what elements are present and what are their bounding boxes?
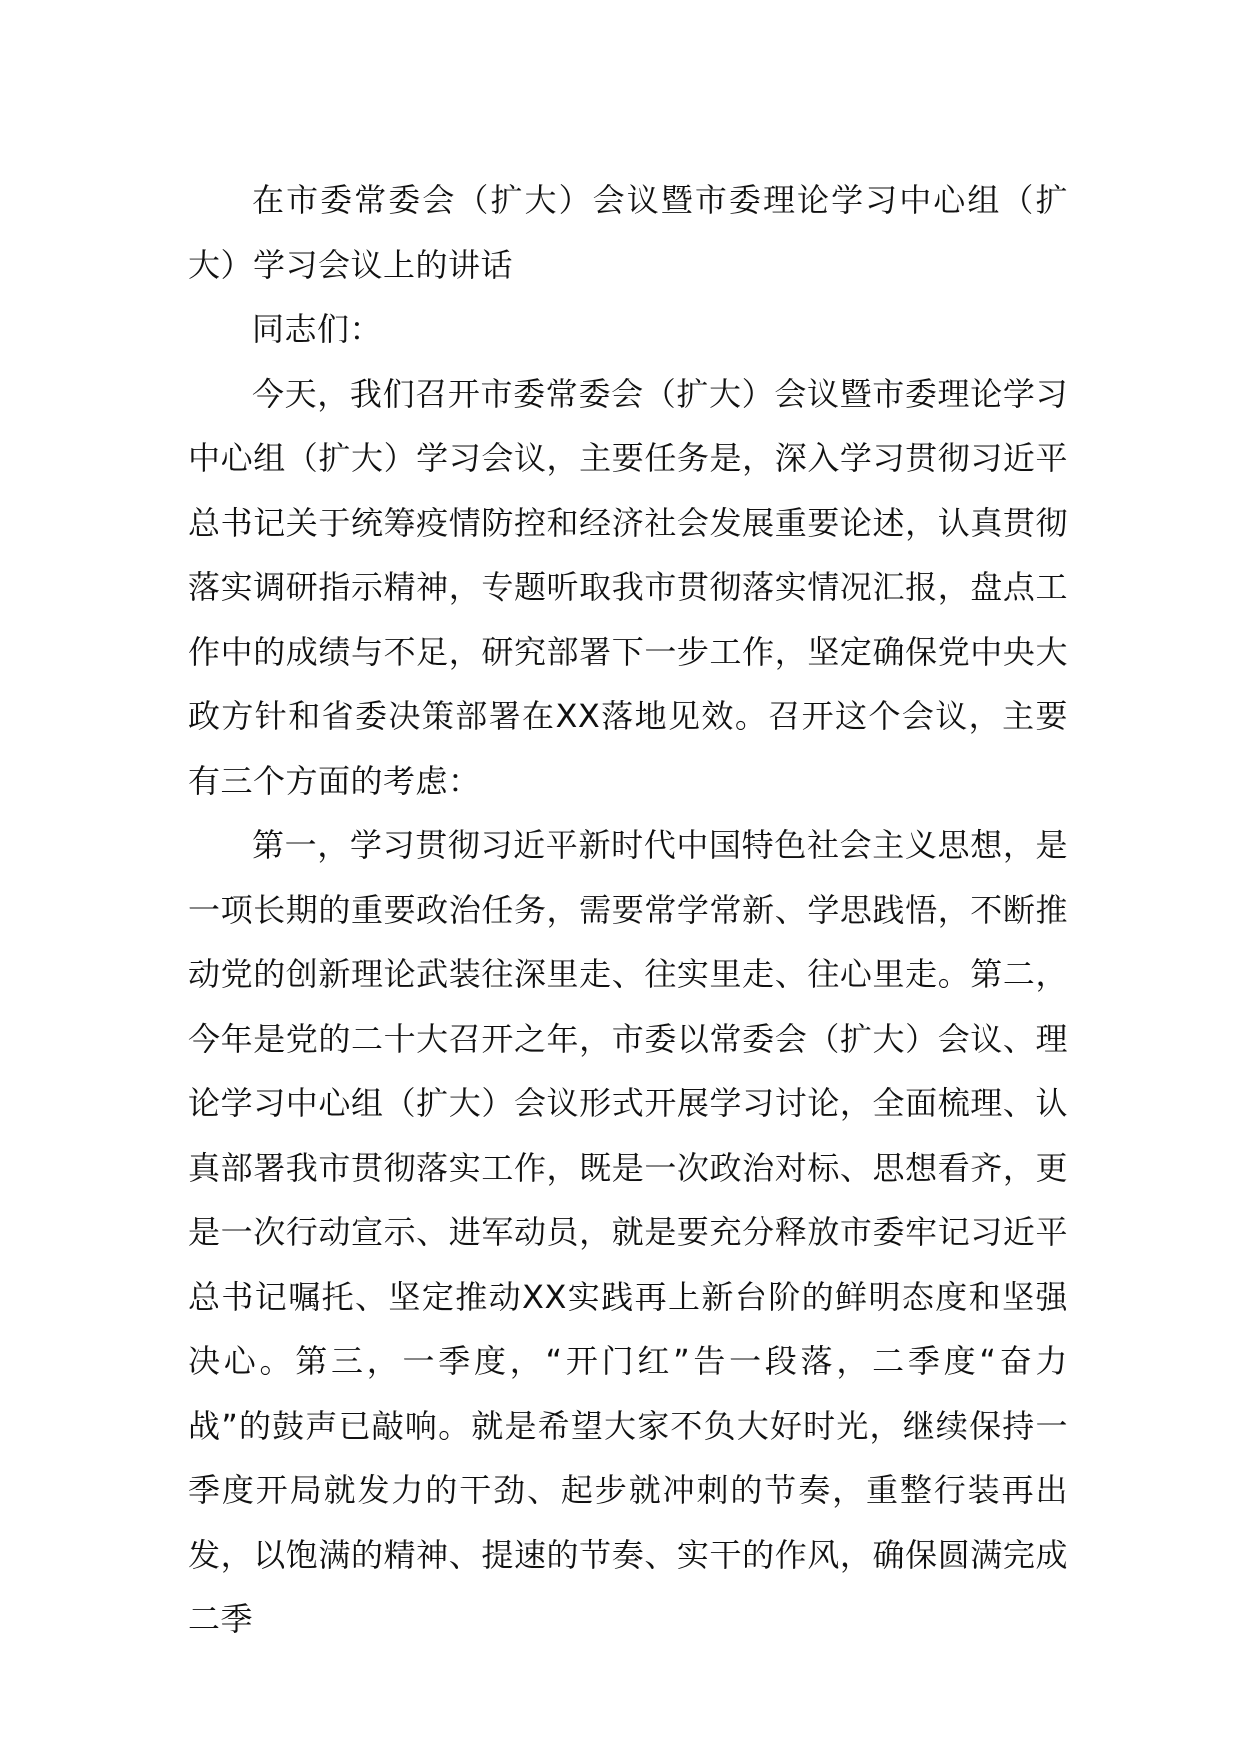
paragraph-considerations: 第一，学习贯彻习近平新时代中国特色社会主义思想，是一项长期的重要政治任务，需要常学常新、学思践悟，不断推动党的创新理论武装往深里走、往实里走、往心里走。第二，今年是党的二十大召开之年，市委以常委会（扩大）会议、理论学习中心组（扩大）会议形式开展学习讨论，全面梳理、认真部署我市贯彻落实工作，既是一次政治对标、思想看齐，更是一次行动宣示、进军动员，就是要充分释放市委牢记习近平总书记嘱托、坚定推动XX实践再上新台阶的鲜明态度和坚强决心。第三，一季度，“开门红”告一段落，二季度“奋力战”的鼓声已敲响。就是希望大家不负大好时光，继续保持一季度开局就发力的干劲、起步就冲刺的节奏，重整行装再出发，以饱满的精神、提速的节奏、实干的作风，确保圆满完成二季	[188, 826, 1068, 1638]
paragraph-intro: 今天，我们召开市委常委会（扩大）会议暨市委理论学习中心组（扩大）学习会议，主要任务是，深入学习贯彻习近平总书记关于统筹疫情防控和经济社会发展重要论述，认真贯彻落实调研指示精神，专题听取我市贯彻落实情况汇报，盘点工作中的成绩与不足，研究部署下一步工作，坚定确保党中央大政方针和省委决策部署在XX落地见效。召开这个会议，主要有三个方面的考虑：	[188, 374, 1068, 800]
salutation: 同志们：	[252, 310, 383, 348]
document-title: 在市委常委会（扩大）会议暨市委理论学习中心组（扩大）学习会议上的讲话	[188, 181, 1068, 284]
document-body	[188, 168, 1068, 1652]
